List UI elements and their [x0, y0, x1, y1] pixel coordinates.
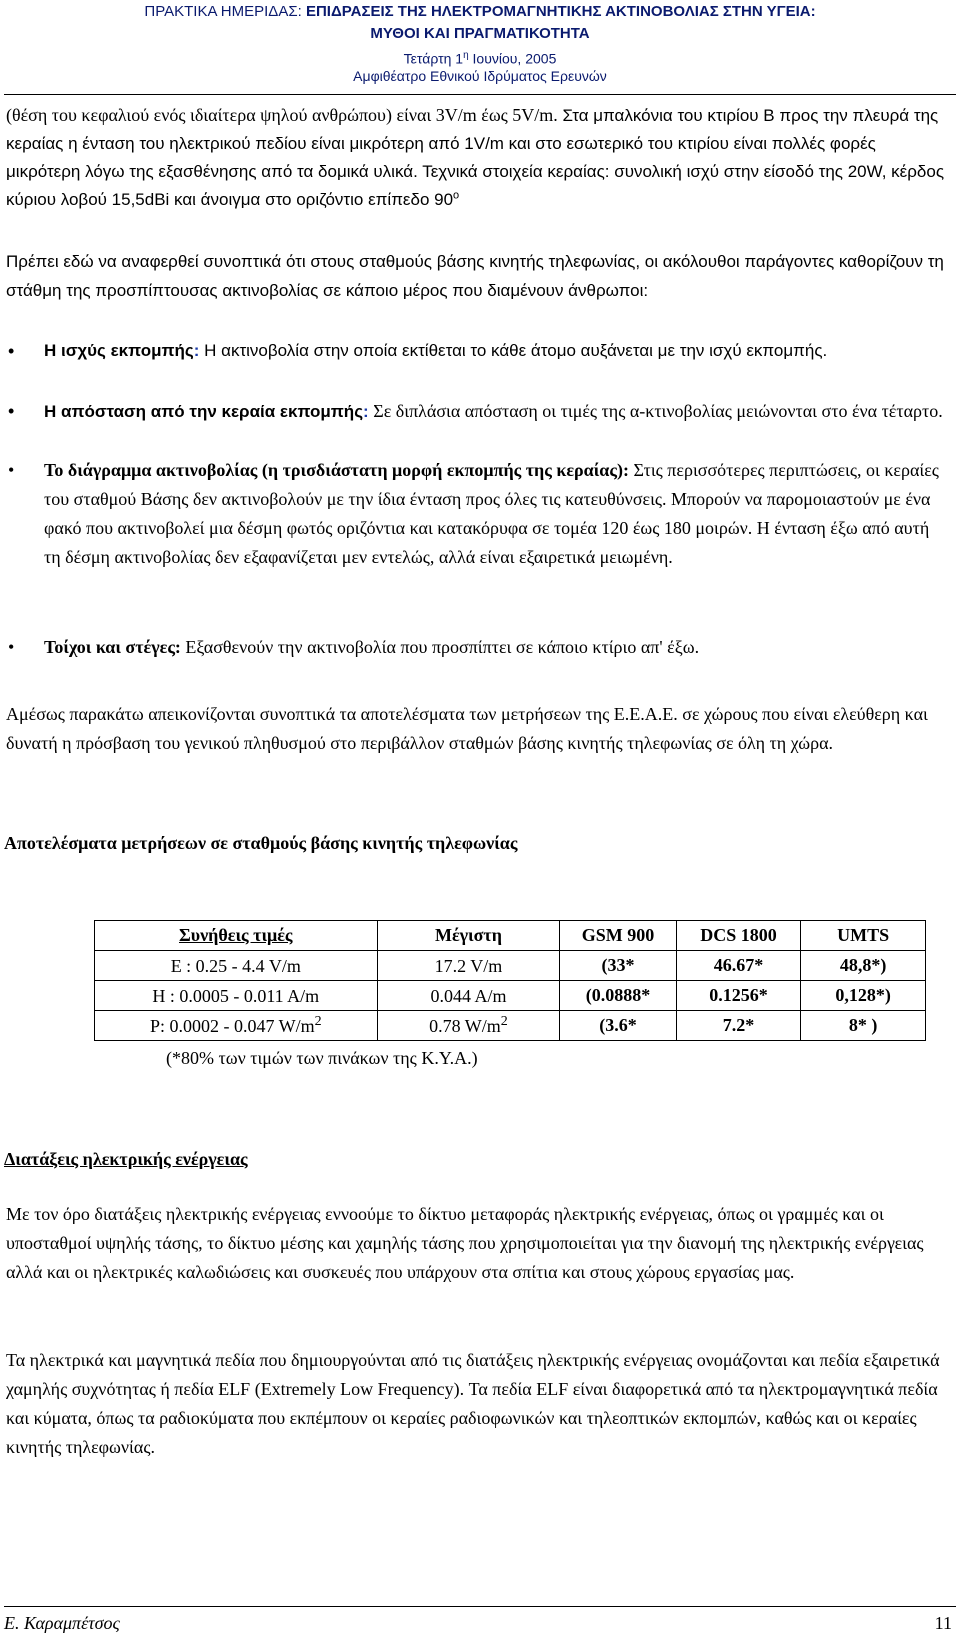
page-header: [0, 0, 960, 94]
page-number: 11: [934, 1613, 952, 1633]
intro-sans-text-b: Τεχνικά στοιχεία κεραίας: συνολική ισχύ στην είσοδό της 20W, κέρδος κύριου λοβού 15,5dBi και άνοιγμα στο οριζόντιο επίπεδο 90: [6, 162, 945, 209]
bullet-body: Σε διπλάσια απόσταση οι τιμές της α-κτινοβολίας μειώνονται στο ένα τέταρτο.: [368, 401, 943, 421]
cell-dcs: 7.2*: [676, 1011, 801, 1041]
bullet-text: [44, 632, 950, 662]
cell-max-text: 0.78 W/m: [429, 1016, 501, 1036]
cell-umts: 0,128*): [801, 981, 926, 1011]
intro-paragraph: [6, 101, 950, 214]
cell-max: [377, 981, 560, 1011]
intro-serif-text: (θέση του κεφαλιού ενός ιδιαίτερα ψηλού ανθρώπου) είναι 3V/m έως 5V/m.: [6, 105, 558, 125]
table-row: [95, 1011, 926, 1041]
cell-max-text: 0.044 A/m: [430, 986, 507, 1006]
cell-usual-text: P: 0.0002 - 0.047 W/m: [149, 1016, 315, 1036]
cell-gsm: (3.6*: [560, 1011, 676, 1041]
bullet-colon: :: [193, 341, 200, 360]
cell-usual-text: H : 0.0005 - 0.011 A/m: [152, 986, 320, 1006]
bullet-dot: •: [8, 341, 15, 361]
col-gsm-header: GSM 900: [560, 921, 676, 951]
bullet-bold: Η ισχύς εκπομπής: [44, 341, 194, 360]
results-table: [94, 920, 926, 1041]
factors-intro: Πρέπει εδώ να αναφερθεί συνοπτικά ότι στους σταθμούς βάσης κινητής τηλεφωνίας, οι ακόλουθοι παράγοντες καθορίζουν τη στάθμη της προσπίπτουσας ακτινοβολίας σε κάποιο μέρος που διαμένουν άνθρωποι:: [6, 252, 944, 300]
summary-paragraph: Αμέσως παρακάτω απεικονίζονται συνοπτικά τα αποτελέσματα των μετρήσεων της Ε.Ε.Α.Ε. σε χώρους που είναι ελεύθερη και δυνατή η πρόσβαση του γενικού πληθυσμού στο περιβάλλον σταθμών βάσης κινητής τηλεφωνίας σε όλη τη χώρα.: [6, 704, 928, 753]
bullet-bold: Τοίχοι και στέγες:: [44, 637, 181, 657]
header-date-b: Ιουνίου, 2005: [468, 50, 557, 67]
cell-max: [377, 1011, 560, 1041]
header-prefix: ΠΡΑΚΤΙΚΑ ΗΜΕΡΙΔΑΣ:: [144, 3, 306, 20]
bullet-dot: •: [8, 637, 15, 657]
power-paragraph-2: Τα ηλεκτρικά και μαγνητικά πεδία που δημιουργούνται από τις διατάξεις ηλεκτρικής ενέργειας ονομάζονται και πεδία εξαιρετικά χαμηλής συχνότητας ή πεδία ELF (Extremely Low Frequency). Τα πεδία ELF είναι διαφορετικά από τα ηλεκτρομαγνητικά πεδία και κύματα, όπως τα ραδιοκύματα που εκπέμπουν οι κεραίες ραδιοφωνικών και τηλεοπτικών εκπομπών, καθώς και οι κεραίες κινητής τηλεφωνίας.: [6, 1350, 940, 1457]
intro-sans-text-a: Στα μπαλκόνια του κτιρίου Β προς την πλευρά της κεραίας η ένταση του ηλεκτρικού πεδίου είναι μικρότερη από 1V/m και στο εσωτερικό του κτιρίου είναι πολλές φορές μικρότερη λόγω της εξασθένησης από τα δομικά υλικά.: [6, 106, 939, 181]
bullet-dot: •: [8, 460, 15, 480]
bullet-dot: •: [8, 401, 15, 421]
cell-usual-text: E : 0.25 - 4.4 V/m: [170, 956, 301, 976]
col-umts-header: UMTS: [801, 921, 926, 951]
header-title: ΕΠΙΔΡΑΣΕΙΣ ΤΗΣ ΗΛΕΚΤΡΟΜΑΓΝΗΤΙΚΗΣ ΑΚΤΙΝΟΒΟΛΙΑΣ ΣΤΗΝ ΥΓΕΙΑ:: [305, 3, 816, 20]
intro-degree-sup: ο: [453, 189, 460, 202]
header-venue: Αμφιθέατρο Εθνικού Ιδρύματος Ερευνών: [353, 68, 607, 84]
table-row: [95, 981, 926, 1011]
bullet-text: [44, 336, 950, 366]
cell-gsm: (33*: [560, 951, 676, 981]
header-date-sup: η: [463, 50, 469, 61]
table-note: (*80% των τιμών των πινάκων της Κ.Υ.Α.): [166, 1048, 478, 1068]
section-title-power: Διατάξεις ηλεκτρικής ενέργειας: [4, 1149, 248, 1169]
power-paragraph-1: Με τον όρο διατάξεις ηλεκτρικής ενέργειας εννοούμε το δίκτυο μεταφοράς ηλεκτρικής ενέργειας, όπως οι γραμμές και οι υποσταθμοί υψηλής τάσης, το δίκτυο μέσης και χαμηλής τάσης που χρησιμοποιείται για την διανομή της ηλεκτρικής ενέργειας αλλά και οι ηλεκτρικές καλωδιώσεις και συσκευές που υπάρχουν στα σπίτια και στους χώρους εργασίας μας.: [6, 1204, 924, 1282]
header-line-1: [0, 2, 960, 22]
header-rule: [4, 94, 956, 95]
table-header-row: [95, 921, 926, 951]
table-row: [95, 951, 926, 981]
col-usual-header: Συνήθεις τιμές: [95, 921, 378, 951]
results-title: Αποτελέσματα μετρήσεων σε σταθμούς βάσης κινητής τηλεφωνίας: [4, 833, 518, 853]
footer-rule: [4, 1606, 956, 1607]
footer-author: Ε. Καραμπέτσος: [4, 1613, 120, 1633]
header-date-a: Τετάρτη 1: [403, 50, 464, 67]
cell-usual: [95, 981, 378, 1011]
cell-max: [377, 951, 560, 981]
cell-usual-sup: 2: [314, 1014, 322, 1029]
header-subtitle: ΜΥΘΟΙ ΚΑΙ ΠΡΑΓΜΑΤΙΚΟΤΗΤΑ: [370, 25, 590, 42]
col-max-header: Μέγιστη: [377, 921, 560, 951]
bullet-body: Εξασθενούν την ακτινοβολία που προσπίπτει σε κάποιο κτίριο απ' έξω.: [180, 637, 700, 657]
bullet-text: [44, 396, 950, 427]
cell-umts: 8* ): [801, 1011, 926, 1041]
bullet-body: Η ακτινοβολία στην οποία εκτίθεται το κάθε άτομο αυξάνεται με την ισχύ εκπομπής.: [199, 341, 828, 360]
col-dcs-header: DCS 1800: [676, 921, 801, 951]
bullet-colon: :: [363, 402, 369, 421]
cell-usual: [95, 1011, 378, 1041]
cell-umts: 48,8*): [801, 951, 926, 981]
bullet-text: [44, 456, 950, 572]
cell-max-text: 17.2 V/m: [434, 956, 503, 976]
cell-max-sup: 2: [500, 1014, 508, 1029]
cell-usual: [95, 951, 378, 981]
cell-dcs: 0.1256*: [676, 981, 801, 1011]
cell-gsm: (0.0888*: [560, 981, 676, 1011]
cell-dcs: 46.67*: [676, 951, 801, 981]
bullet-bold: Η απόσταση από την κεραία εκπομπής: [44, 402, 364, 421]
bullet-body: Στις περισσότερες περιπτώσεις, οι κεραίες του σταθμού Βάσης δεν ακτινοβολούν με την ίδια ένταση προς όλες τις κατευθύνσεις. Μπορούν να παρομοιαστούν με ένα φακό που ακτινοβολεί μια δέσμη φωτός οριζόντια και κατακόρυφα σε τομέα 120 έως 180 μοιρών. Η ένταση έξω από αυτή τη δέσμη ακτινοβολίας δεν εξαφανίζεται μεν εντελώς, αλλά είναι εξαιρετικά μειωμένη.: [44, 460, 939, 567]
bullet-bold: Το διάγραμμα ακτινοβολίας (η τρισδιάστατη μορφή εκπομπής της κεραίας):: [44, 460, 629, 480]
